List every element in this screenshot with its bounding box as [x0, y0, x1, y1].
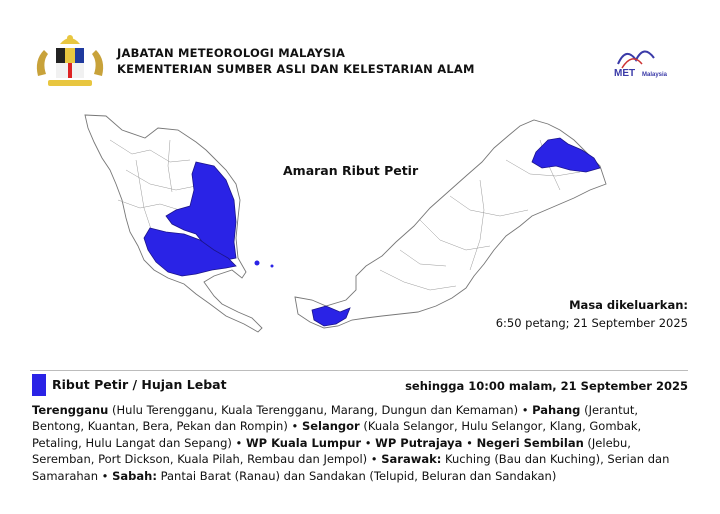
affected-areas: Terengganu (Hulu Terengganu, Kuala Terengganu, Marang, Dungun dan Kemaman) • Pahang (Jerantut, Bentong, Kuantan, Bera, Pekan dan Rompin) • Selangor (Kuala Selangor, Hulu Selangor, Klang, Gombak, Petaling, Hulu Langat dan Sepang) • WP Kuala Lumpur • WP Putrajaya • Negeri Sembilan (Jelebu, Seremban, Port Dickson, Kuala Pilah, Rembau dan Jempol) • Sarawak: Kuching (Bau dan Kuching), Serian dan Samarahan • Sabah: Pantai Barat (Ranau) dan Sandakan (Telupid, Beluran dan Sandakan)	[32, 403, 670, 483]
org-title: JABATAN METEOROLOGI MALAYSIA	[117, 46, 346, 60]
area-districts: (Jerantut, Bentong, Kuantan, Bera, Pekan dan Rompin)	[32, 403, 639, 434]
area-state: Selangor	[301, 419, 360, 434]
area-state: WP Kuala Lumpur	[245, 435, 362, 450]
met-logo-text: MET	[614, 68, 636, 79]
malaysia-map	[0, 100, 720, 350]
map-base-land	[85, 115, 606, 332]
area-state: Negeri Sembilan	[476, 435, 584, 450]
valid-until: sehingga 10:00 malam, 21 September 2025	[405, 379, 688, 393]
area-state: Sarawak:	[381, 452, 442, 467]
area-districts: (Hulu Terengganu, Kuala Terengganu, Marang, Dungun dan Kemaman)	[108, 403, 519, 417]
area-item	[246, 436, 361, 450]
legend-swatch	[32, 374, 46, 396]
met-malaysia-logo-icon	[608, 40, 688, 80]
coat-of-arms-icon	[30, 30, 110, 90]
area-item	[112, 469, 556, 483]
section-divider	[30, 370, 688, 371]
area-item	[375, 436, 462, 450]
area-districts: (Kuala Selangor, Hulu Selangor, Klang, Gombak, Petaling, Hulu Langat dan Sepang)	[32, 419, 642, 450]
warning-area-islands	[255, 261, 274, 268]
area-state: Terengganu	[32, 403, 109, 417]
area-item	[32, 403, 518, 417]
area-state: WP Putrajaya	[375, 435, 463, 450]
area-state: Sabah:	[112, 468, 157, 483]
issued-time: 6:50 petang; 21 September 2025	[495, 316, 688, 330]
map-title: Amaran Ribut Petir	[283, 163, 419, 178]
header	[0, 0, 720, 100]
area-state: Pahang	[532, 403, 581, 417]
ministry-name: KEMENTERIAN SUMBER ASLI DAN KELESTARIAN ALAM	[117, 62, 475, 76]
area-districts: Pantai Barat (Ranau) dan Sandakan (Telupid, Beluran dan Sandakan)	[156, 468, 557, 483]
area-districts: Kuching (Bau dan Kuching), Serian dan Samarahan	[32, 452, 670, 483]
area-districts: (Jelebu, Seremban, Port Dickson, Kuala Pilah, Rembau dan Jempol)	[32, 435, 631, 467]
legend-label: Ribut Petir / Hujan Lebat	[52, 377, 227, 392]
met-logo-subtext: Malaysia	[642, 72, 668, 78]
issued-label: Masa dikeluarkan:	[569, 298, 688, 312]
